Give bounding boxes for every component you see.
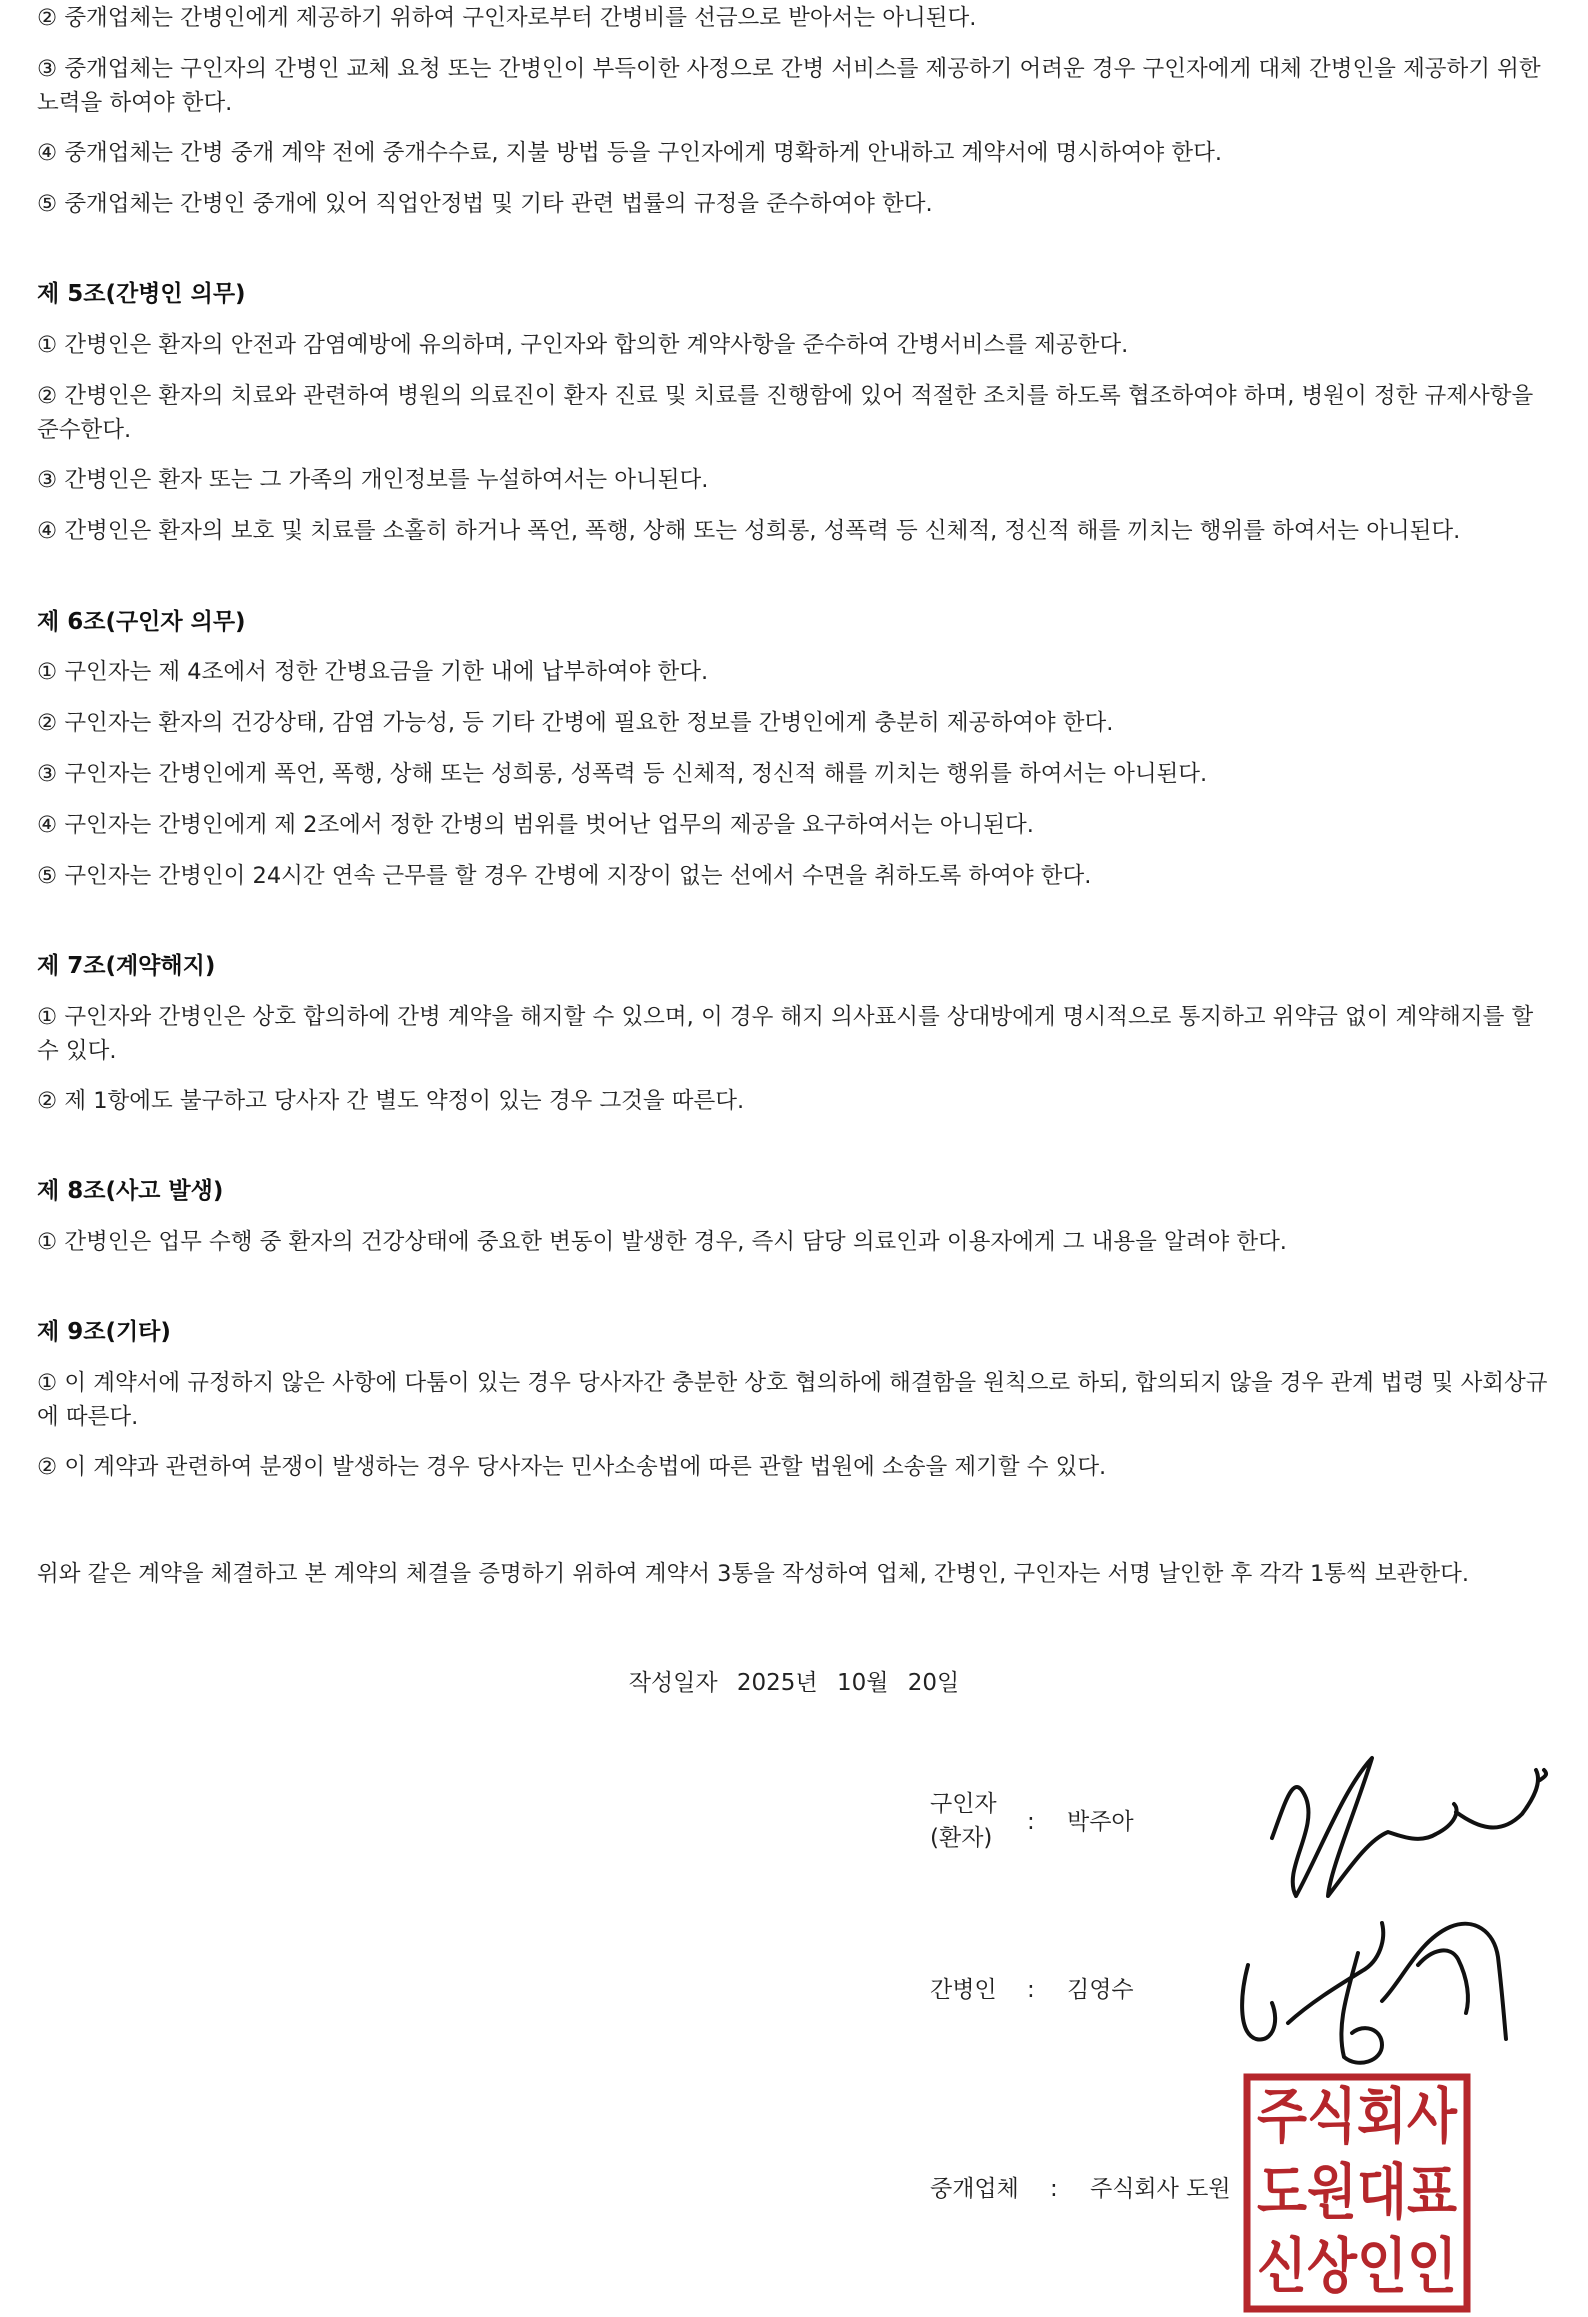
caregiver-signature — [1232, 1905, 1532, 2075]
clause-4-4: ④ 중개업체는 간병 중개 계약 전에 중개수수료, 지불 방법 등을 구인자에게 명확하게 안내하고 계약서에 명시하여야 한다. — [37, 140, 1223, 166]
clause-6-4: ④ 구인자는 간병인에게 제 2조에서 정한 간병의 범위를 벗어난 업무의 제공을 요구하여서는 아니된다. — [37, 812, 1034, 838]
caregiver-colon: : — [1027, 1977, 1035, 2003]
client-label-line1: 구인자 — [930, 1791, 997, 1817]
svg-text:신상인인: 신상인인 — [1257, 2232, 1457, 2302]
clause-7-1: ① 구인자와 간병인은 상호 합의하에 간병 계약을 해지할 수 있으며, 이 경우 해지 의사표시를 상대방에게 명시적으로 통지하고 위약금 없이 계약해지를 할 수 있다. — [37, 1004, 1534, 1064]
clause-6-2: ② 구인자는 환자의 건강상태, 감염 가능성, 등 기타 간병에 필요한 정보를 간병인에게 충분히 제공하여야 한다. — [37, 710, 1114, 736]
client-label-line2: (환자) — [930, 1825, 993, 1851]
clause-4-3: ③ 중개업체는 구인자의 간병인 교체 요청 또는 간병인이 부득이한 사정으로 간병 서비스를 제공하기 어려운 경우 구인자에게 대체 간병인을 제공하기 위한 노력을 하여야 한다. — [37, 56, 1541, 116]
caregiver-label: 간병인 — [930, 1977, 997, 2003]
company-seal-stamp — [1243, 2073, 1471, 2313]
date-month: 10월 — [836, 1670, 889, 1696]
clause-6-5: ⑤ 구인자는 간병인이 24시간 연속 근무를 할 경우 간병에 지장이 없는 선에서 수면을 취하도록 하여야 한다. — [37, 863, 1092, 889]
written-date — [0, 1666, 1588, 1700]
article-5-heading: 제 5조(간병인 의무) — [37, 281, 246, 307]
client-colon: : — [1027, 1809, 1035, 1835]
clause-4-5: ⑤ 중개업체는 간병인 중개에 있어 직업안정법 및 기타 관련 법률의 규정을 준수하여야 한다. — [37, 191, 933, 217]
date-year: 2025년 — [736, 1670, 818, 1696]
clause-5-1: ① 간병인은 환자의 안전과 감염예방에 유의하며, 구인자와 합의한 계약사항을 준수하여 간병서비스를 제공한다. — [37, 332, 1129, 358]
clause-6-3: ③ 구인자는 간병인에게 폭언, 폭행, 상해 또는 성희롱, 성폭력 등 신체적, 정신적 해를 끼치는 행위를 하여서는 아니된다. — [37, 761, 1208, 787]
clause-5-3: ③ 간병인은 환자 또는 그 가족의 개인정보를 누설하여서는 아니된다. — [37, 467, 709, 493]
article-7-heading: 제 7조(계약해지) — [37, 953, 216, 979]
clause-5-4: ④ 간병인은 환자의 보호 및 치료를 소홀히 하거나 폭언, 폭행, 상해 또는 성희롱, 성폭력 등 신체적, 정신적 해를 끼치는 행위를 하여서는 아니된다. — [37, 518, 1461, 544]
article-9-heading: 제 9조(기타) — [37, 1319, 171, 1345]
caregiver-name: 김영수 — [1067, 1977, 1134, 2003]
svg-text:주식회사: 주식회사 — [1257, 2082, 1458, 2152]
svg-text:도원대표: 도원대표 — [1257, 2158, 1458, 2228]
closing-statement: 위와 같은 계약을 체결하고 본 계약의 체결을 증명하기 위하여 계약서 3통을 작성하여 업체, 간병인, 구인자는 서명 날인한 후 각각 1통씩 보관한다. — [37, 1561, 1470, 1587]
clause-6-1: ① 구인자는 제 4조에서 정한 간병요금을 기한 내에 납부하여야 한다. — [37, 659, 709, 685]
article-8-heading: 제 8조(사고 발생) — [37, 1178, 224, 1204]
agency-name: 주식회사 도원 — [1090, 2176, 1231, 2202]
agency-colon: : — [1050, 2176, 1058, 2202]
clause-7-2: ② 제 1항에도 불구하고 당사자 간 별도 약정이 있는 경우 그것을 따른다. — [37, 1088, 745, 1114]
date-label: 작성일자 — [628, 1670, 718, 1696]
clause-4-2: ② 중개업체는 간병인에게 제공하기 위하여 구인자로부터 간병비를 선금으로 받아서는 아니된다. — [37, 5, 977, 31]
agency-label: 중개업체 — [930, 2176, 1019, 2202]
date-day: 20일 — [907, 1670, 960, 1696]
clause-8-1: ① 간병인은 업무 수행 중 환자의 건강상태에 중요한 변동이 발생한 경우, 즉시 담당 의료인과 이용자에게 그 내용을 알려야 한다. — [37, 1229, 1287, 1255]
client-name: 박주아 — [1067, 1809, 1134, 1835]
clause-9-2: ② 이 계약과 관련하여 분쟁이 발생하는 경우 당사자는 민사소송법에 따른 관할 법원에 소송을 제기할 수 있다. — [37, 1454, 1107, 1480]
clause-9-1: ① 이 계약서에 규정하지 않은 사항에 다툼이 있는 경우 당사자간 충분한 상호 협의하에 해결함을 원칙으로 하되, 합의되지 않을 경우 관계 법령 및 사회상규에 따른다. — [37, 1370, 1548, 1430]
clause-5-2: ② 간병인은 환자의 치료와 관련하여 병원의 의료진이 환자 진료 및 치료를 진행함에 있어 적절한 조치를 하도록 협조하여야 하며, 병원이 정한 규제사항을 준수한다. — [37, 383, 1534, 443]
client-label — [930, 1787, 997, 1855]
article-6-heading: 제 6조(구인자 의무) — [37, 609, 246, 635]
client-signature — [1260, 1740, 1560, 1910]
company-seal — [1243, 2073, 1471, 2302]
